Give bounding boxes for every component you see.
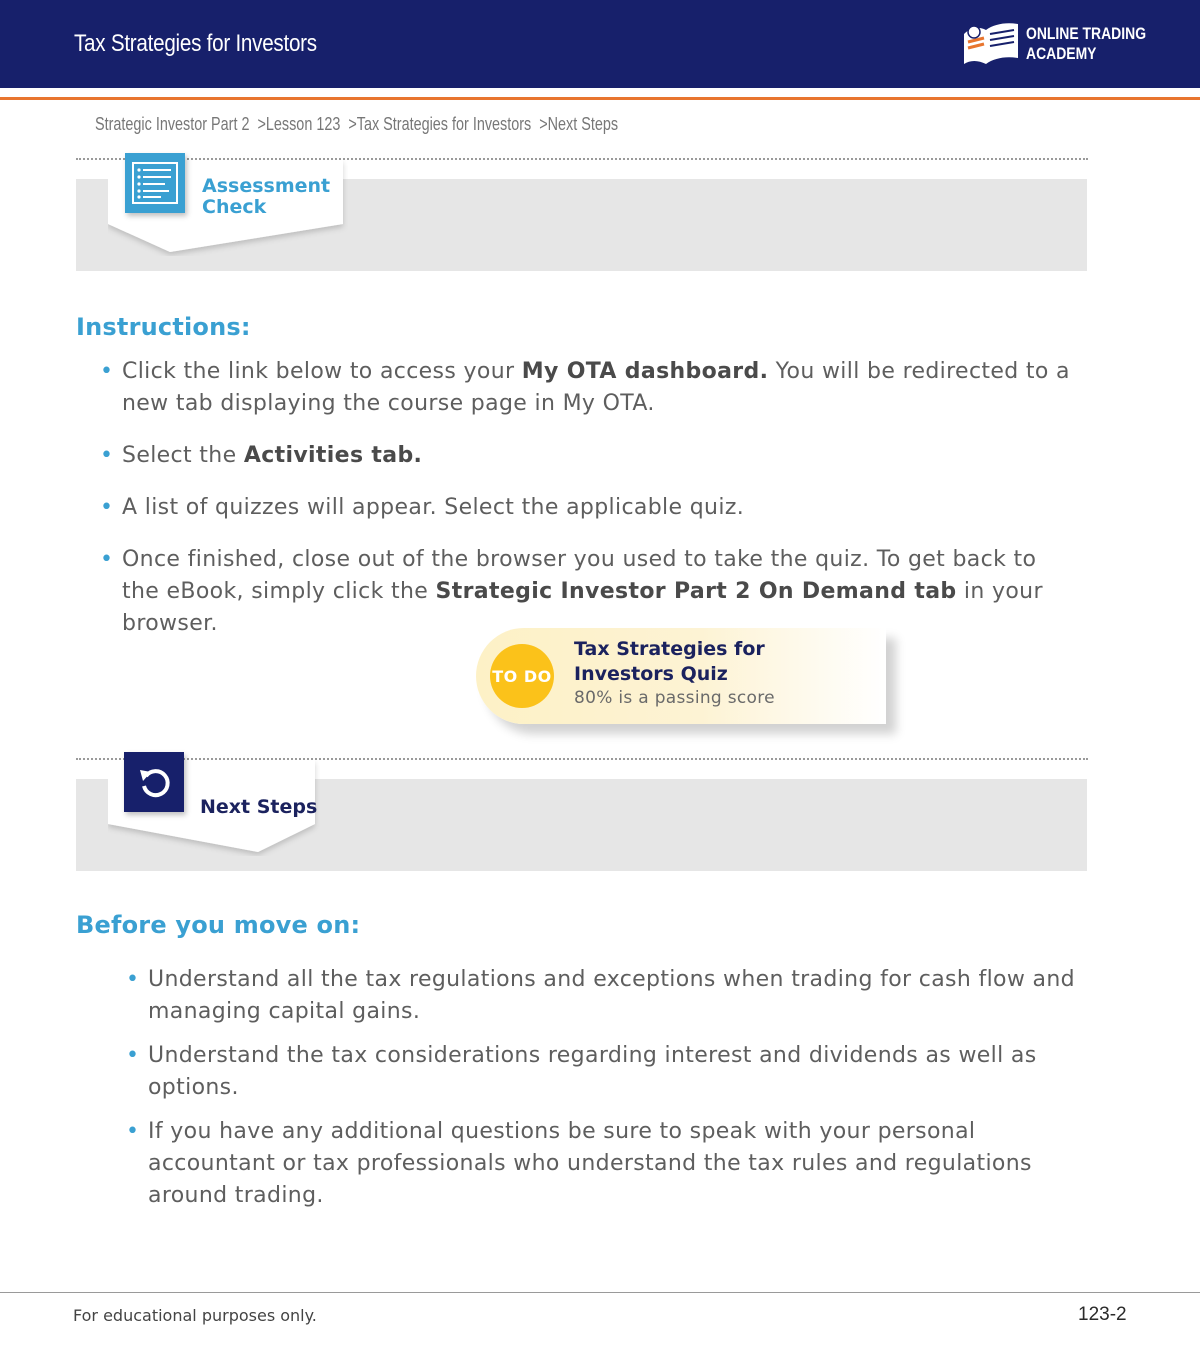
logo-line-1: ONLINE TRADING xyxy=(1026,24,1147,43)
breadcrumb xyxy=(95,114,618,138)
ota-logo xyxy=(960,20,1147,70)
header-bar xyxy=(0,0,1200,88)
bullet-icon: • xyxy=(100,547,114,572)
list-item xyxy=(100,544,1072,640)
breadcrumb-item[interactable]: Next Steps xyxy=(547,114,619,134)
bullet-icon: • xyxy=(126,1043,140,1068)
quiz-title: Tax Strategies for Investors Quiz xyxy=(574,638,765,685)
footer-note: For educational purposes only. xyxy=(73,1306,317,1325)
list-item xyxy=(126,1040,1078,1104)
bold-text: Strategic Investor Part 2 On Demand tab xyxy=(435,579,957,604)
checklist-icon xyxy=(125,153,185,213)
before-you-move-on-heading: Before you move on: xyxy=(76,911,361,939)
text: Once finished, close out of the browser you used to take the quiz. To get back to the eBook, simply click the xyxy=(122,547,1037,604)
quiz-todo-card[interactable] xyxy=(476,628,886,724)
logo-line-2: ACADEMY xyxy=(1026,44,1097,63)
text: Understand the tax considerations regarding interest and dividends as well as options. xyxy=(148,1043,1037,1100)
bullet-icon: • xyxy=(126,1119,140,1144)
passing-score: 80% is a passing score xyxy=(574,688,775,708)
text: Click the link below to access your xyxy=(122,359,522,384)
breadcrumb-item[interactable]: Tax Strategies for Investors xyxy=(356,114,532,134)
assessment-label: Assessment Check xyxy=(202,175,331,218)
next-steps-label: Next Steps xyxy=(200,796,318,818)
page-title: Tax Strategies for Investors xyxy=(74,30,317,57)
text: You will be redirected to a new tab displaying the course page in My OTA. xyxy=(122,359,1070,416)
breadcrumb-separator: > xyxy=(348,114,357,134)
list-item xyxy=(126,1116,1078,1212)
text: A list of quizzes will appear. Select the applicable quiz. xyxy=(122,495,745,520)
instructions-list xyxy=(100,356,1072,640)
bullet-icon: • xyxy=(100,359,114,384)
text: in your browser. xyxy=(122,579,1043,636)
breadcrumb-separator: > xyxy=(257,114,266,134)
list-item xyxy=(100,492,1072,524)
bullet-icon: • xyxy=(100,495,114,520)
page-number: 123-2 xyxy=(1078,1304,1127,1325)
list-item xyxy=(126,964,1078,1028)
refresh-icon xyxy=(124,752,184,812)
breadcrumb-item[interactable]: Lesson 123 xyxy=(265,114,341,134)
header-divider-white xyxy=(0,88,1200,95)
footer-divider xyxy=(0,1292,1200,1293)
breadcrumb-separator: > xyxy=(539,114,548,134)
todo-badge: TO DO xyxy=(490,644,554,708)
text: Understand all the tax regulations and exceptions when trading for cash flow and managing capital gains. xyxy=(148,967,1075,1024)
list-item xyxy=(100,440,1072,472)
next-steps-list xyxy=(126,964,1078,1212)
bullet-icon: • xyxy=(126,967,140,992)
logo-book-icon xyxy=(960,20,1022,68)
text: Select the xyxy=(122,443,244,468)
instructions-heading: Instructions: xyxy=(76,313,251,341)
header-divider-orange xyxy=(0,97,1200,100)
bold-text: Activities tab. xyxy=(243,443,423,468)
text: If you have any additional questions be sure to speak with your personal accountant or tax professionals who understand the tax rules and regulations around trading. xyxy=(148,1119,1032,1208)
bold-text: My OTA dashboard. xyxy=(521,359,769,384)
bullet-icon: • xyxy=(100,443,114,468)
list-item xyxy=(100,356,1072,420)
breadcrumb-item[interactable]: Strategic Investor Part 2 xyxy=(95,114,250,134)
